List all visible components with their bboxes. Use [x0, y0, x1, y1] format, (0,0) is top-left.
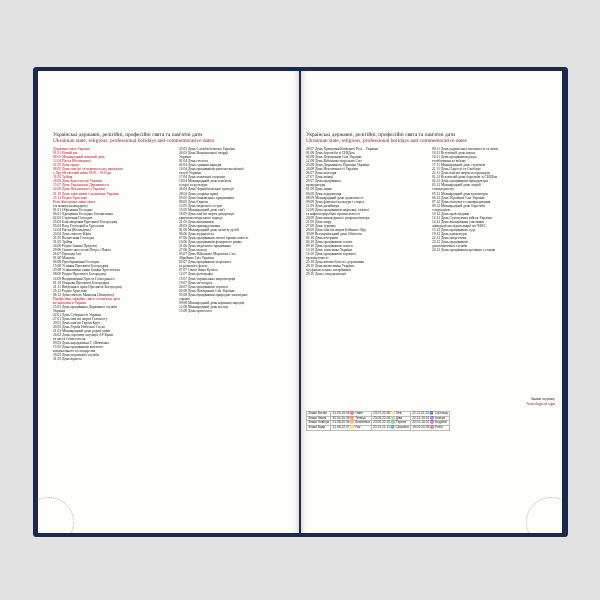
date-entry: історії та культури	[179, 183, 208, 188]
date-entry: 09.09 День фізичної культури і спорту	[306, 199, 365, 204]
date-entry: галузі України	[179, 171, 202, 176]
date-entry: 06.12 День Збройних Сил України	[432, 195, 485, 200]
date-entry: 05.07 День працівників морського	[179, 260, 232, 265]
date-entry: у Другій світовій війні 1939 – 1945 рр.	[53, 171, 112, 176]
date-entry: 25.12 Різдво Христове	[53, 195, 88, 200]
date-entry: 29.06 Святих апостолів Петра і Павла	[53, 248, 111, 253]
date-entry: (за новим календарем)	[53, 203, 88, 208]
date-entry: 16.10 День працівників харчової	[306, 252, 356, 257]
date-entry: 15.12 День працівників суду	[432, 227, 476, 232]
date-entry: справи	[179, 296, 190, 301]
date-entry: 06.01 Хрещення Господнє Богоявлення	[53, 211, 113, 216]
date-entry: 27.09 День туризму	[306, 223, 337, 228]
date-entry: 21.05 Вознесіння Господнє	[53, 236, 95, 241]
date-entry: 24.08 День Незалежності України	[306, 167, 358, 172]
date-entry: 08.05 День пам'яті та перемоги над нацизмом	[53, 167, 123, 172]
zodiac-title-ua: Знаки зодіаку	[530, 396, 555, 401]
right-column-1	[306, 147, 426, 277]
right-title-en: Ukrainian state, religious, professional holidays and commemorative dates	[306, 138, 467, 145]
date-entry: 11.09 День дизайнера	[306, 203, 340, 208]
date-entry: 08.03 Міжнародний жіночий день	[53, 155, 105, 160]
date-entry: 15.08 Успіння Пресвятої Богородиці	[53, 264, 109, 269]
date-entry: 04.10 День працівників освіти	[306, 240, 353, 245]
date-entry: 29.10 День стандартизації	[306, 272, 346, 277]
date-entry: 21.02 Міжнародний день рідної мови	[53, 329, 110, 334]
right-column-2	[432, 147, 556, 252]
date-entry: 25.03 Благовіщення Пресвятої Богородиці	[53, 219, 118, 224]
date-entry: 29.08 Усікновення глави Іоанна Хрестителя	[53, 268, 120, 273]
date-entry: 06.06 День журналіста	[179, 231, 214, 236]
date-entry: 22.01 День Соборності України	[53, 312, 102, 317]
left-page	[38, 71, 299, 533]
date-entry: 14.09 Воздвиження Хреста Господнього	[53, 276, 115, 281]
zodiac-element-label: Знаки Води	[307, 426, 331, 431]
date-entry: 14.10 День захисника України	[306, 248, 353, 253]
date-entry: 26.02 День спротиву окупації АР Крим	[53, 333, 113, 338]
date-entry: 05.08 День працівників природно-заповідної	[179, 292, 248, 297]
date-entry: 02.08 День Повітряних Сил України	[179, 288, 235, 293]
date-entry: 29.01 День пам'яті Героїв Крут	[53, 321, 101, 326]
right-title-ua: Українські державні, релігійні, професійні свята та пам'ятні дати	[306, 132, 456, 138]
date-entry: 26.07 Проводи Ілії	[53, 252, 82, 257]
date-entry: 27.06 День молоді	[179, 248, 207, 253]
zodiac-sign-cell: 20.04-20.05 ♉ Телець	[331, 416, 372, 421]
date-entry: 25.10 День автомобіліста і дорожника	[306, 260, 365, 265]
date-entry: 18.05 День пам'яті жертв депортації	[179, 211, 235, 216]
date-entry: 10.11 Всесвітній день науки	[432, 151, 475, 156]
date-entry: 28.07 День Хрещення Київської Русі – України	[306, 147, 378, 151]
date-entry: дипломатичної служби	[432, 244, 468, 249]
zodiac-row	[307, 426, 450, 431]
date-entry: 31.03 День юриста	[53, 357, 82, 362]
date-entry: Збройних Сил України	[179, 256, 214, 261]
date-entry: 03.07 День Військово-Морських Сил	[179, 252, 236, 257]
date-entry: 14.12 День вшанування учасників	[432, 219, 485, 224]
zodiac-sign-cell: 21.06-22.07 ♋ Рак	[331, 426, 372, 431]
date-entry: 10.12 День прав людини	[432, 211, 470, 216]
date-entry: 24.08 День Незалежності України	[53, 187, 105, 192]
date-entry: 01.05 День праці	[53, 163, 79, 168]
zodiac-sign-cell: 23.07-22.08 ♌ Лев	[371, 412, 410, 417]
date-entry: 18.03 День податкової служби	[53, 353, 100, 358]
date-entry: 17.04 День пожежної охорони	[179, 175, 225, 180]
date-entry: України	[179, 155, 192, 160]
date-entry: 05.05 День банківських працівників	[179, 195, 235, 200]
zodiac-sign-cell: 21.05-20.06 ♊ Близнюки	[332, 420, 370, 425]
date-entry: 05.04 Вхід Господній в Єрусалим	[53, 223, 105, 228]
date-entry: 21.05 День вишиванки	[179, 219, 214, 224]
date-entry: 19.12 День адвокатури	[432, 231, 467, 236]
date-entry: 28.10 День визволення України	[306, 264, 354, 269]
date-entry: 15.05 Міжнародний день сім'ї	[179, 207, 225, 212]
date-entry: від фашистських загарбників	[306, 268, 351, 273]
date-entry: 01.09 День знань	[306, 187, 333, 192]
date-entry: та міста Севастополя	[53, 337, 86, 342]
zodiac-sign-cell: 23.08-22.09 ♍ Діва	[371, 416, 410, 421]
date-entry: 02.04 День єднання народів	[179, 163, 222, 168]
date-entry: 16.11 День працівників радіо,	[432, 155, 478, 160]
zodiac-sign-cell: 23.09-22.10 ♎ Терези	[371, 421, 410, 426]
zodiac-table	[306, 411, 450, 431]
zodiac-title	[451, 396, 555, 406]
date-entry: 21.11 Введення в храм Пресвятої Богородиці	[53, 284, 122, 289]
date-entry: 01.04 День геолога	[179, 159, 208, 164]
date-entry: 15.03 День працівників житлово-	[53, 345, 104, 350]
right-page	[301, 71, 562, 533]
date-entry: 02.02 Стрітення Господнє	[53, 215, 93, 220]
zodiac-element-label: Знаки Повітря	[308, 420, 330, 425]
date-entry: 25.12 Різдво Христове	[53, 288, 88, 293]
date-entry: з корупцією	[432, 207, 451, 212]
date-entry: 12.08 Міжнародний день молоді	[179, 304, 229, 309]
left-column-1	[53, 147, 168, 361]
date-entry: 02.08 День Повітряних Сил України	[306, 155, 362, 160]
date-entry: 15.07 День українських миротворців	[179, 276, 236, 281]
date-entry: з інвалідністю	[432, 187, 454, 192]
date-entry: 08.09 Різдво Пресвятої Богородиці	[53, 272, 106, 277]
date-entry: 12.04 Пасха (Великдень)	[53, 227, 91, 232]
zodiac-sign-cell: 23.10-21.11 ♏ Скорпіон	[373, 425, 409, 430]
date-entry: 12.04 Пасха (Великдень)	[53, 159, 91, 164]
date-entry: 25.03 День Служби безпеки України	[179, 147, 235, 151]
date-entry: 08.09 Міжнародний день грамотності	[306, 195, 364, 200]
zodiac-sign-cell: 22.12-19.01 ♑ Козеріг	[411, 416, 450, 421]
date-entry: 24.06 Різдво Іоанна Предтечі	[53, 244, 98, 249]
date-entry: 07.07 Свято Івана Купала	[179, 268, 218, 273]
date-entry: 19.07 День металурга	[179, 280, 213, 285]
date-entry: 27.01 День пам'яті жертв Голокосту	[53, 316, 108, 321]
zodiac-element-label: Знаки Землі	[307, 416, 331, 421]
date-entry: 15.01 День працівника Державної служби	[53, 304, 118, 309]
date-entry: 15.08 День археолога	[179, 308, 212, 313]
date-entry: Релігійні православні свята	[53, 199, 96, 204]
date-entry: встановлені в Україні	[53, 300, 86, 305]
date-entry: 01.08 Маковія	[53, 256, 75, 261]
date-entry: 06.09 День підприємця	[306, 191, 342, 196]
date-entry: 01.10 Покрова Пресвятої Богородиці	[53, 280, 110, 285]
date-entry: 21.06 День медичного працівника	[179, 244, 231, 249]
date-entry: 15.07 День Української Державності	[53, 183, 109, 188]
date-entry: 01.10 День ветеранів	[306, 236, 338, 241]
date-entry: 09.12 Міжнародний день боротьби	[432, 203, 486, 208]
date-entry: 29.07 День працівника	[306, 179, 341, 184]
left-page-title	[53, 132, 214, 145]
date-entry: телебачення та зв'язку	[432, 159, 467, 164]
date-entry: 18.04 Міжнародний день пам'яток	[179, 179, 232, 184]
date-entry: 26.07 День працівників торгівлі	[179, 284, 228, 289]
date-entry: 01.08 День боротьби зі СНІДом	[306, 151, 355, 156]
date-entry: 12.05 День медичної сестри	[179, 203, 222, 208]
zodiac-sign-cell: 19.02-20.03 ♓ Риби	[411, 426, 450, 431]
date-entry: 01.10 День захисників і захисниць України	[53, 191, 119, 196]
date-entry: кримськотатарського народу	[179, 215, 223, 220]
date-entry: 06.08 Преображення Господнє	[53, 260, 100, 265]
date-entry: Державні свята України	[53, 147, 90, 151]
date-entry: прокуратури	[306, 183, 326, 188]
date-entry: та нафтопереробної промисловості	[306, 211, 360, 216]
zodiac-element-label: Знаки Вогню	[307, 412, 331, 417]
date-entry: 12.07 День фотографа	[179, 272, 213, 277]
date-entry: 09.10 День працівників пошти	[306, 244, 353, 249]
date-entry: 21.09 День миру	[306, 219, 332, 224]
date-entry: 01.01 Обрізання Господнє	[53, 207, 93, 212]
date-entry: 01.12 Всесвітній день боротьби зі СНІДом	[432, 175, 498, 180]
zodiac-sign-cell: 20.01-18.02 ♒ Водолій	[411, 421, 450, 426]
zodiac-sign-cell: 22.11-21.12 ♐ Стрілець	[412, 411, 449, 415]
right-page-title	[306, 132, 467, 145]
date-entry: комунального господарства	[53, 349, 96, 354]
date-entry: та річкового флоту	[179, 264, 208, 269]
date-entry: 28.06 День Конституції України	[53, 179, 102, 184]
date-entry: 23.12 День працівників	[432, 240, 468, 245]
date-entry: 06.12 День святого Миколая (Зимового)	[53, 292, 115, 297]
date-entry: 27.07 День авіації	[306, 175, 334, 180]
date-entry: 14.06 День працівників фондового ринку	[179, 240, 243, 245]
date-entry: 23.08 День Державного Прапора України	[306, 163, 370, 168]
date-entry: 02.12 День працівників прокуратури	[432, 179, 489, 184]
date-entry: 28.04 День охорони праці	[179, 191, 219, 196]
date-entry: 08.05 День Європи	[179, 199, 209, 204]
date-entry: 12.09 День працівників нафтової, газової	[306, 207, 369, 212]
date-entry: 21.11 День Гідності та Свободи	[432, 167, 481, 172]
left-column-2	[179, 147, 293, 313]
date-entry: 12.12 День Сухопутних військ України	[432, 215, 492, 220]
date-entry: 26.07 День шахтаря	[306, 171, 337, 176]
date-entry: 30.09 Всеукраїнський день бібліотек	[306, 231, 363, 236]
date-entry: промисловості	[306, 256, 329, 261]
date-entry: 31.05 Трійця	[53, 175, 73, 180]
date-entry: 12.08 День Військово-морських Сил	[306, 159, 362, 164]
date-entry: 23.04 День святого Юрія	[53, 231, 91, 236]
date-entry: 20.09 День винахідника і раціоналізатора	[306, 215, 370, 220]
date-entry: 01.06 Міжнародний день захисту дітей	[179, 227, 239, 232]
date-entry: 22.12 День енергетика	[432, 236, 467, 241]
left-corner-decoration	[38, 497, 74, 533]
date-entry: 29.09 День пам'яті жертв Бабиного Яру	[306, 227, 367, 232]
left-title-ua: Українські державні, релігійні, професійні свята та пам'ятні дати	[53, 132, 203, 138]
date-entry: 01.01 Новий рік	[53, 151, 78, 156]
date-entry: 28.05 День прикордонника	[179, 223, 220, 228]
date-entry: 03.12 Міжнародний день людей	[432, 183, 481, 188]
date-entry: 09.03 День народження Т. Шевченка	[53, 341, 109, 346]
zodiac-sign-cell: 21.03-19.04 ♈ Овен	[331, 412, 372, 417]
left-title-en: Ukrainian state, religious, professional holidays and commemorative dates	[53, 138, 214, 145]
zodiac-title-en: Astrological sign	[526, 401, 555, 406]
date-entry: Професійні, офіційні свята та пам'ятні дати	[53, 296, 120, 301]
date-entry: 26.03 День Національної гвардії	[179, 151, 229, 156]
date-entry: 17.11 Міжнародний день студентів	[432, 163, 486, 168]
right-corner-decoration	[526, 497, 562, 533]
date-entry: 24.12 День працівників архівних установ	[432, 248, 496, 253]
date-entry: 05.12 Міжнародний день волонтерів	[432, 191, 488, 196]
date-entry: 07.12 День місцевого самоврядування	[432, 199, 491, 204]
date-entry: ліквідації наслідків аварії на ЧАЕС	[432, 223, 487, 228]
date-entry: України	[53, 308, 66, 313]
date-entry: 07.06 День працівників легкої промисловості	[179, 236, 249, 241]
date-entry: 31.05 Трійця	[53, 240, 73, 245]
date-entry: 09.11 День української писемності та мови	[432, 147, 498, 151]
date-entry: 09.08 Міжнародний день корінних народів	[179, 300, 245, 305]
date-entry: 22.11 День пам'яті жертв голодоморів	[432, 171, 490, 176]
date-entry: 14.04 День працівників ракетно-космічної	[179, 167, 244, 172]
date-entry: 26.04 День Чорнобильської трагедії	[179, 187, 234, 192]
date-entry: 20.02 День Героїв Небесної Сотні	[53, 325, 105, 330]
